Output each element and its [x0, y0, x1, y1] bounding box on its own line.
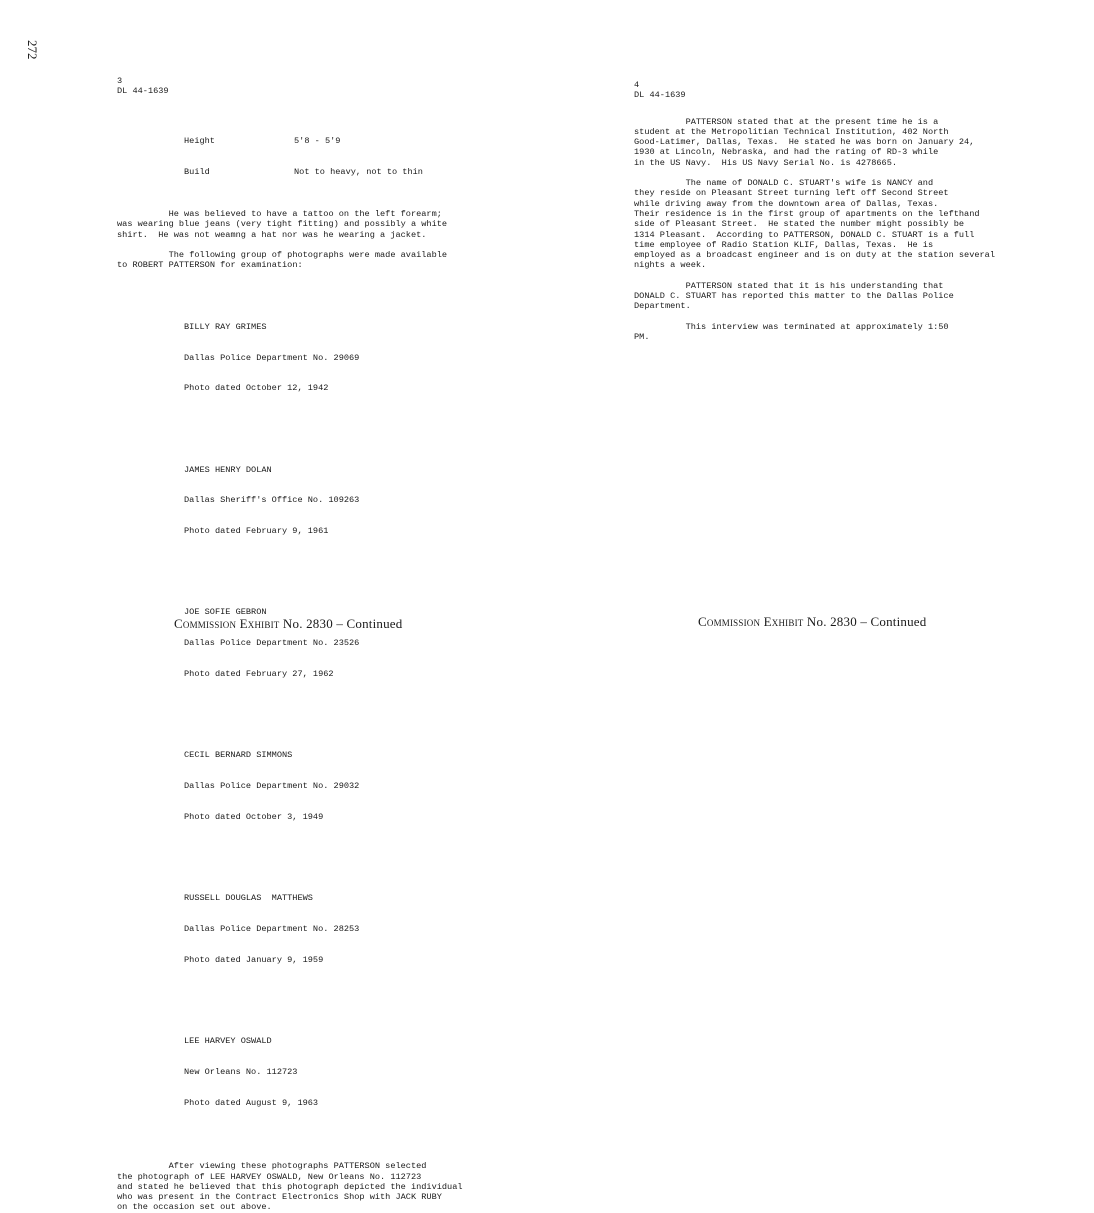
photo-entry: [184, 444, 557, 557]
right-file-number: DL 44-1639: [634, 90, 686, 101]
photo-name: CECIL BERNARD SIMMONS: [184, 750, 293, 761]
photo-date: Photo dated February 9, 1961: [184, 526, 329, 537]
side-page-number: 272: [25, 40, 40, 60]
exhibit-caption-suffix: No. 2830 – Continued: [279, 616, 403, 631]
exhibit-caption-suffix: No. 2830 – Continued: [803, 614, 927, 629]
left-exhibit-caption: [174, 616, 402, 632]
photo-list: [184, 280, 557, 1158]
right-paragraph-3: PATTERSON stated that it is his understanding that DONALD C. STUART has reported this matter to the Dallas Police Department.: [634, 280, 954, 312]
build-label: Build: [184, 167, 210, 178]
exhibit-caption-prefix: Commission Exhibit: [698, 614, 804, 629]
photo-name: LEE HARVEY OSWALD: [184, 1035, 272, 1046]
photo-name: JAMES HENRY DOLAN: [184, 464, 272, 475]
photo-name: RUSSELL DOUGLAS MATTHEWS: [184, 893, 313, 904]
right-exhibit-caption: [698, 614, 926, 630]
photo-dept: Dallas Police Department No. 23526: [184, 638, 360, 649]
right-paragraph-4: This interview was terminated at approximately 1:50 PM.: [634, 321, 949, 342]
build-row: [184, 167, 557, 177]
photo-date: Photo dated January 9, 1959: [184, 954, 324, 965]
photo-dept: New Orleans No. 112723: [184, 1066, 298, 1077]
height-label: Height: [184, 136, 215, 147]
photo-entry: [184, 587, 557, 700]
right-paragraph-1: PATTERSON stated that at the present time he is a student at the Metropolitian Technical Institution, 402 North Good-Latimer, Dallas, Texas. He stated he was born on January 24, 1930 at Lincoln, Nebraska, and had the rating of RD-3 while in the US Navy. His US Navy Serial No. is 4278665.: [634, 116, 975, 168]
photo-name: JOE SOFIE GEBRON: [184, 607, 267, 618]
photo-entry: [184, 1015, 557, 1128]
photo-date: Photo dated February 27, 1962: [184, 669, 334, 680]
photo-entry: [184, 872, 557, 985]
photo-entry: [184, 730, 557, 843]
photo-date: Photo dated August 9, 1963: [184, 1097, 319, 1108]
photos-intro-paragraph: The following group of photographs were made available to ROBERT PATTERSON for examination:: [117, 249, 448, 271]
photo-dept: Dallas Police Department No. 28253: [184, 923, 360, 934]
height-value: 5'8 - 5'9: [294, 136, 341, 147]
build-value: Not to heavy, not to thin: [294, 167, 423, 178]
left-page-number: 3: [117, 76, 123, 86]
right-page: [634, 80, 1074, 342]
left-page: [117, 76, 557, 1213]
physical-description: [184, 116, 557, 198]
right-paragraph-2: The name of DONALD C. STUART's wife is NANCY and they reside on Pleasant Street turning left off Second Street while driving away from the downtown area of Dallas, Texas. Their residence is in the first group of apartments on the lefthand side of Pleasant Street. He stated the number might possibly be 1314 Pleasant. According to PATTERSON, DONALD C. STUART is a full time employee of Radio Station KLIF, Dallas, Texas. He is employed as a broadcast engineer and is on duty at the station several nights a week.: [634, 178, 995, 271]
right-page-number: 4: [634, 80, 640, 90]
conclusion-paragraph: After viewing these photographs PATTERSON selected the photograph of LEE HARVEY OSWALD, New Orleans No. 112723 and stated he believed that this photograph depicted the individual who was present in the Contract Electronics Shop with JACK RUBY on the occasion set out above.: [117, 1161, 463, 1213]
left-file-number: DL 44-1639: [117, 86, 169, 97]
photo-date: Photo dated October 3, 1949: [184, 812, 324, 822]
photo-dept: Dallas Police Department No. 29032: [184, 781, 360, 792]
photo-dept: Dallas Sheriff's Office No. 109263: [184, 495, 360, 506]
exhibit-caption-prefix: Commission Exhibit: [174, 616, 280, 631]
tattoo-paragraph: He was believed to have a tattoo on the left forearm; was wearing blue jeans (very tight fitting) and possibly a white shirt. He was not weamng a hat nor was he wearing a jacket.: [117, 208, 448, 240]
height-row: [184, 136, 557, 146]
photo-entry: [184, 301, 557, 414]
photo-dept: Dallas Police Department No. 29069: [184, 352, 360, 363]
photo-date: Photo dated October 12, 1942: [184, 383, 329, 394]
photo-name: BILLY RAY GRIMES: [184, 321, 267, 332]
